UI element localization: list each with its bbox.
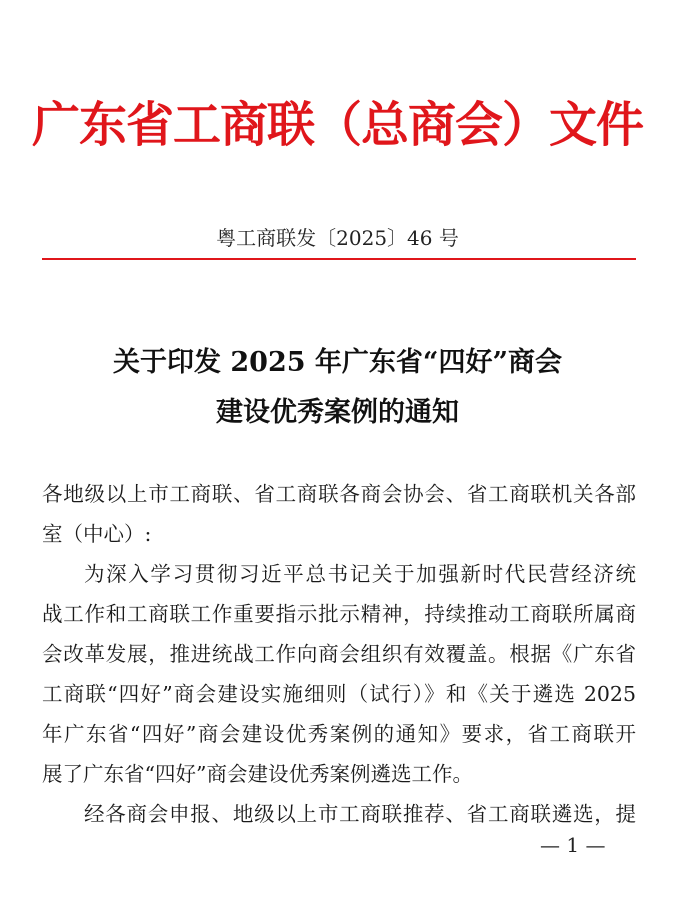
document-number: 粤工商联发〔2025〕46 号 xyxy=(216,226,459,250)
body-line-para2-1: 经各商会申报、地级以上市工商联推荐、省工商联遴选，提 xyxy=(84,802,636,826)
red-divider-line xyxy=(42,258,636,260)
notice-title-line-2: 建设优秀案例的通知 xyxy=(216,397,459,428)
body-line-para1-6: 展了广东省“四好”商会建设优秀案例遴选工作。 xyxy=(42,762,473,786)
body-line-para1-2: 战工作和工商联工作重要指示批示精神，持续推动工商联所属商 xyxy=(42,602,636,626)
body-line-para1-4: 工商联“四好”商会建设实施细则（试行）》和《关于遴选 2025 xyxy=(42,682,636,706)
body-line-recipients-cont: 室（中心）: xyxy=(42,522,152,546)
notice-title-line-1: 关于印发 2025 年广东省“四好”商会 xyxy=(112,347,562,378)
body-line-para1-3: 会改革发展，推进统战工作向商会组织有效覆盖。根据《广东省 xyxy=(42,642,636,666)
masthead-title: 广东省工商联（总商会）文件 xyxy=(31,97,643,153)
body-line-recipients: 各地级以上市工商联、省工商联各商会协会、省工商联机关各部 xyxy=(42,482,636,506)
body-line-para1-1: 为深入学习贯彻习近平总书记关于加强新时代民营经济统 xyxy=(84,562,636,586)
body-line-para1-5: 年广东省“四好”商会建设优秀案例的通知》要求，省工商联开 xyxy=(42,722,636,746)
page-number: — 1 — xyxy=(540,833,606,857)
